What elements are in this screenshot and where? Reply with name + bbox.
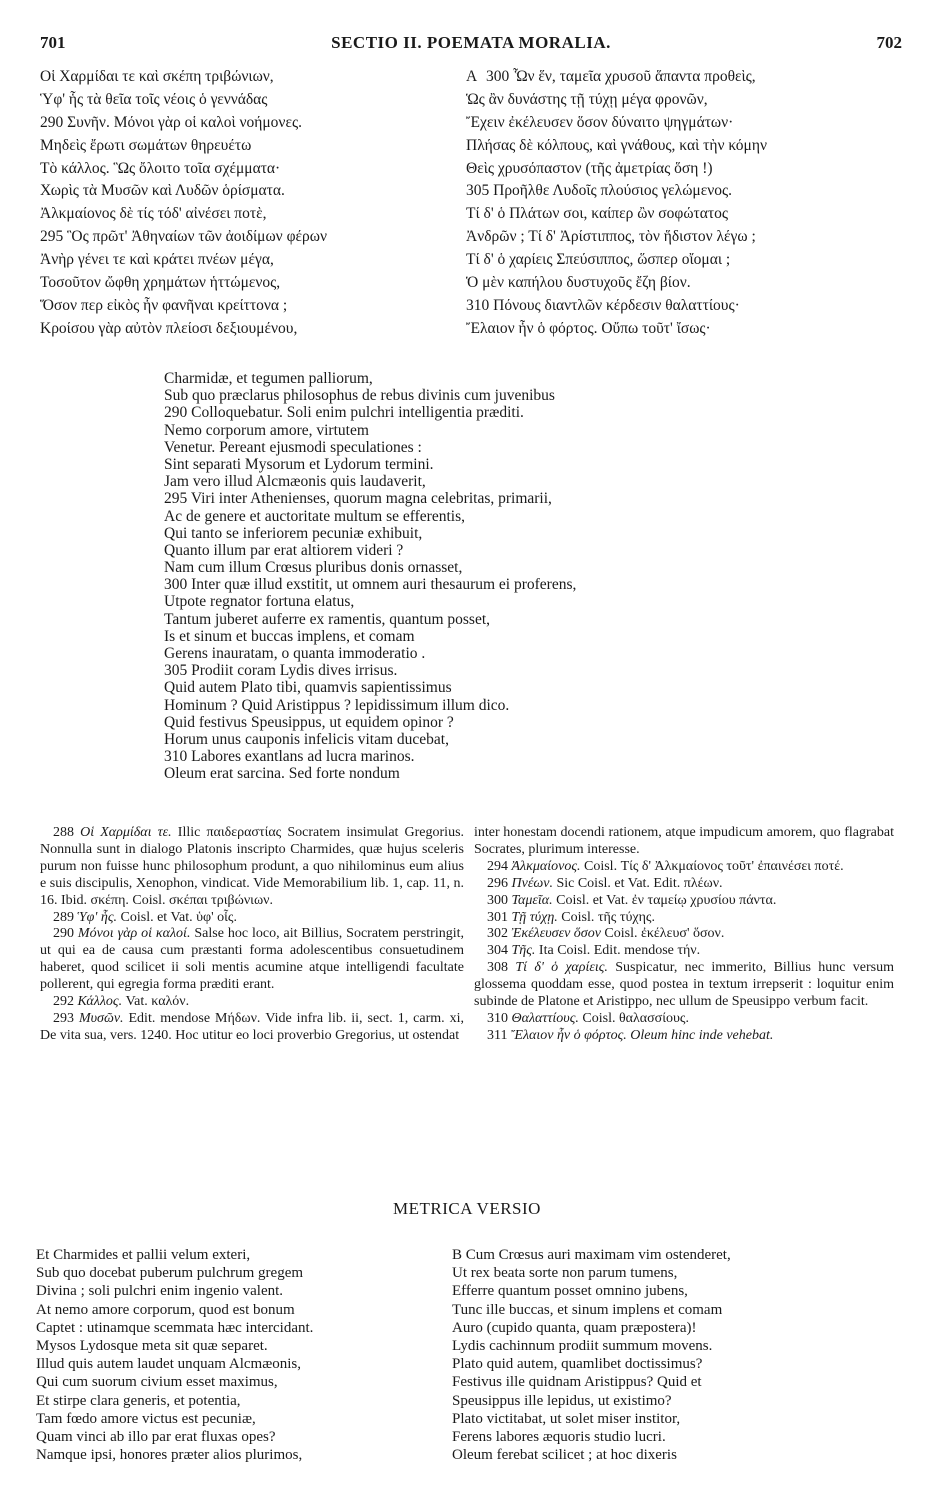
greek-verse-text: Ὡς ἂν δυνάστης τῇ τύχῃ μέγα φρονῶν, bbox=[466, 90, 708, 108]
metrical-verse-line: B Cum Crœsus auri maximam vim ostenderet, bbox=[452, 1247, 731, 1263]
footnote-text: Sic Coisl. et Vat. Edit. πλέων. bbox=[552, 875, 723, 891]
footnote bbox=[474, 1028, 894, 1045]
metrical-verse-line: Ut rex beata sorte non parum tumens, bbox=[452, 1265, 678, 1282]
footnote bbox=[474, 1011, 894, 1028]
footnote-line-ref: 310 bbox=[487, 1010, 508, 1026]
latin-verse-line: Venetur. Pereant ejusmodi speculationes : bbox=[164, 438, 422, 456]
metrical-verse-line: Plato quid autem, quamlibet doctissimus? bbox=[452, 1356, 703, 1373]
footnotes-left-column bbox=[40, 825, 464, 1045]
footnote-lemma: Κάλλος. bbox=[77, 994, 123, 1010]
latin-verse-line: 310 Labores exantlans ad lucra marinos. bbox=[164, 748, 415, 766]
greek-verse-line bbox=[40, 226, 460, 249]
greek-verse-text: Τὸ κάλλος. Ὣς ὄλοιτο τοῖα σχέμματα· bbox=[40, 159, 281, 177]
metrical-verse-line: At nemo amore corporum, quod est bonum bbox=[36, 1301, 295, 1318]
metrical-verse-line: Et stirpe clara generis, et potentia, bbox=[36, 1392, 241, 1409]
metrical-version-left-column bbox=[36, 1246, 446, 1464]
latin-verse-line: 295 Viri inter Athenienses, quorum magna celebritas, primarii, bbox=[164, 490, 552, 508]
greek-verse-text: Ὑφ' ἧς τὰ θεῖα τοῖς νέοις ὁ γεννάδας bbox=[40, 90, 268, 108]
footnote bbox=[40, 1011, 464, 1045]
footnote bbox=[40, 825, 464, 910]
footnote-lemma: Τῇ τύχῃ. bbox=[511, 909, 558, 925]
metrical-version-right-column bbox=[452, 1246, 902, 1464]
greek-verse-text: Ὅσον περ εἰκὸς ἦν φανῆναι κρείττονα ; bbox=[40, 296, 288, 314]
metrical-verse-line: Namque ipsi, honores præter alios plurimos, bbox=[36, 1447, 303, 1464]
page-number-right: 702 bbox=[876, 33, 902, 52]
latin-verse-line: Quid festivus Speusippus, ut equidem opinor ? bbox=[164, 713, 454, 731]
footnote bbox=[474, 943, 894, 960]
footnote-text: Edit. mendose Μήδων. Vide infra lib. ii, sect. 1, carm. xi, De vita sua, vers. 1240. Hoc utitur eo loci proverbio Gregorius, ut ostendat bbox=[40, 1010, 464, 1043]
footnote-lemma: Ἐκέλευσεν ὅσον bbox=[511, 926, 601, 942]
greek-verse-line bbox=[40, 295, 460, 318]
footnote bbox=[474, 910, 894, 927]
footnote-text: Coisl. et Vat. ὑφ' οἷς. bbox=[117, 909, 237, 925]
footnote-lemma: Ἔλαιον ἦν ὁ φόρτος. Oleum hinc inde vehebat. bbox=[510, 1027, 774, 1043]
footnote bbox=[474, 893, 894, 910]
footnote-line-ref: 308 bbox=[487, 960, 508, 976]
greek-verse-line bbox=[466, 295, 906, 318]
running-header bbox=[40, 33, 902, 57]
greek-verse-line bbox=[40, 135, 460, 158]
footnote-line-ref: 290 bbox=[53, 926, 74, 942]
latin-verse-line: Quanto illum par erat altiorem videri ? bbox=[164, 541, 404, 559]
greek-verse-text: Πλήσας δὲ κόλπους, καὶ γνάθους, καὶ τὴν κόμην bbox=[466, 136, 767, 154]
footnote-line-ref: 294 bbox=[487, 858, 508, 874]
footnote-line-ref: 296 bbox=[487, 875, 508, 891]
footnote-text: Ita Coisl. Edit. mendose τήν. bbox=[535, 943, 701, 959]
greek-verse-text: Ἀνδρῶν ; Τί δ' Ἀρίστιππος, τὸν ἥδιστον λέγω ; bbox=[466, 228, 756, 246]
greek-verse-line bbox=[466, 158, 906, 181]
greek-verse-text: Ὁ μὲν καπήλου δυστυχοῦς ἔζη βίον. bbox=[466, 274, 691, 292]
greek-verse-line bbox=[466, 180, 906, 203]
latin-verse-line: Sub quo præclarus philosophus de rebus divinis cum juvenibus bbox=[164, 387, 555, 405]
page-number-left: 701 bbox=[40, 33, 66, 52]
greek-verse-line bbox=[40, 180, 460, 203]
latin-verse-line: Hominum ? Quid Aristippus ? lepidissimum illum dico. bbox=[164, 696, 510, 714]
greek-verse-line bbox=[466, 226, 906, 249]
latin-verse-line: Nam cum illum Crœsus pluribus donis ornasset, bbox=[164, 559, 463, 577]
footnote-line-ref: 302 bbox=[487, 926, 508, 942]
footnote bbox=[474, 825, 894, 859]
footnote-lemma: Ἀλκμαίονος. bbox=[511, 858, 581, 874]
footnote bbox=[474, 926, 894, 943]
greek-verse-line bbox=[40, 66, 460, 89]
metrical-verse-line: Plato victitabat, ut solet miser institor, bbox=[452, 1410, 681, 1427]
footnote-lemma: Πνέων. bbox=[511, 875, 553, 891]
metrical-verse-line: Auro (cupido quanta, quam præpostera)! bbox=[452, 1319, 697, 1336]
greek-verse-text: Τοσοῦτον ὤφθη χρημάτων ἡττώμενος, bbox=[40, 274, 281, 292]
footnote-lemma: Μόνοι γὰρ οἱ καλοί. bbox=[77, 926, 191, 942]
footnote bbox=[474, 960, 894, 1011]
metrical-verse-line: Mysos Lydosque meta sit quæ separet. bbox=[36, 1337, 268, 1354]
metrical-verse-line: Tam fœdo amore victus est pecuniæ, bbox=[36, 1410, 256, 1427]
footnote-line-ref: 304 bbox=[487, 943, 508, 959]
metrical-verse-line: Lydis cachinnum prodiit summum movens. bbox=[452, 1337, 713, 1354]
greek-verse-text: Ἀνὴρ γένει τε καὶ κράτει πνέων μέγα, bbox=[40, 251, 274, 269]
greek-verse-text: Τί δ' ὁ χαρίεις Σπεύσιππος, ὥσπερ οἴομαι ; bbox=[466, 251, 731, 269]
greek-verse-text: Ἔχειν ἐκέλευσεν ὅσον δύναιτο ψηγμάτων· bbox=[466, 113, 734, 131]
greek-verse-text: Ἔλαιον ἦν ὁ φόρτος. Οὔπω τοῦτ' ἴσως· bbox=[466, 319, 711, 337]
metrical-verse-line: Divina ; soli pulchri enim ingenio valent. bbox=[36, 1283, 284, 1300]
latin-verse-line: 290 Colloquebatur. Soli enim pulchri intelligentia præditi. bbox=[164, 404, 524, 422]
footnote-lemma: Τῆς. bbox=[511, 943, 536, 959]
footnote-text: Coisl. et Vat. ἐν ταμείῳ χρυσίου πάντα. bbox=[552, 892, 777, 908]
footnote-lemma: Ὑφ' ἧς. bbox=[77, 909, 118, 925]
metrical-verse-line: Festivus ille quidnam Aristippus? Quid et bbox=[452, 1374, 702, 1391]
greek-verse-line bbox=[40, 89, 460, 112]
footnote-line-ref: 292 bbox=[53, 994, 74, 1010]
greek-verse-line bbox=[40, 112, 460, 135]
footnote bbox=[474, 859, 894, 876]
latin-verse-line: Is et sinum et buccas implens, et comam bbox=[164, 627, 415, 645]
greek-verse-line bbox=[466, 203, 906, 226]
metrical-verse-line: Speusippus ille lepidus, ut existimo? bbox=[452, 1392, 672, 1409]
footnote-text: Coisl. Τίς δ' Ἀλκμαίονος τοῦτ' ἐπαινέσει ποτέ. bbox=[580, 858, 844, 874]
footnote bbox=[474, 876, 894, 893]
metrical-verse-line: Et Charmides et pallii velum exteri, bbox=[36, 1247, 251, 1263]
section-heading: METRICA VERSIO bbox=[393, 1199, 541, 1218]
footnote-text: Illic παιδεραστίας Socratem insimulat Gregorius. Nonnulla sunt in dialogo Platonis inscripto Charmides, quæ hujus sceleris purum non fuisse hunc philosophum produnt, a quo nihilominus eum alius e suis discipulis, Xenophon, vindicat. Vide Memorabilium lib. 1, cap. 11, n. 16. Ibid. σκέπη. Coisl. σκέπαι τριβώνιων. bbox=[40, 825, 465, 908]
latin-verse-line: 305 Prodiit coram Lydis dives irrisus. bbox=[164, 662, 398, 680]
latin-verse-line: 300 Inter quæ illud exstitit, ut omnem auri thesaurum ei proferens, bbox=[164, 576, 577, 594]
footnote-lemma: Τί δ' ὁ χαρίεις. bbox=[515, 960, 608, 976]
greek-verse-line bbox=[40, 203, 460, 226]
latin-verse-line: Quid autem Plato tibi, quamvis sapientissimus bbox=[164, 679, 452, 697]
footnote-text: Coisl. θαλασσίους. bbox=[578, 1010, 689, 1026]
footnote-text: Coisl. τῆς τύχης. bbox=[557, 909, 655, 925]
greek-verse-line bbox=[466, 89, 906, 112]
metrical-verse-line: Oleum ferebat scilicet ; at hoc dixeris bbox=[452, 1447, 677, 1464]
footnote-lemma: Οἱ Χαρμίδαι τε. bbox=[80, 825, 172, 840]
footnote-text: Salse hoc loco, ait Billius, Socratem perstringit, ut qui ea de causa cum præstanti forma adolescentibus consuetudinem haberet, quod scilicet ii soli mentis acumine atque intelligendi facultate pollerent, qui egregia forma præditi erant. bbox=[40, 926, 465, 993]
metrical-verse-line: Qui cum suorum civium esset maximus, bbox=[36, 1374, 278, 1391]
footnote bbox=[40, 994, 464, 1011]
greek-verse-line bbox=[40, 249, 460, 272]
footnote-lemma: Μυσῶν. bbox=[78, 1010, 124, 1026]
greek-verse-text: Τί δ' ὁ Πλάτων σοι, καίπερ ὢν σοφώτατος bbox=[466, 205, 728, 223]
footnote bbox=[40, 910, 464, 927]
greek-verse-line bbox=[40, 272, 460, 295]
greek-verse-line bbox=[466, 272, 906, 295]
metrical-verse-line: Captet : utinamque scemmata hæc intercidant. bbox=[36, 1319, 314, 1336]
greek-verse-text: 305 Προῆλθε Λυδοῖς πλούσιος γελώμενος. bbox=[466, 182, 732, 200]
greek-text-left-column bbox=[40, 66, 460, 341]
greek-verse-line bbox=[466, 318, 906, 341]
greek-verse-text: 295 Ὃς πρῶτ' Ἀθηναίων τῶν ἀοιδίμων φέρων bbox=[40, 228, 327, 246]
footnote-line-ref: 288 bbox=[53, 825, 74, 840]
greek-verse-text: Χωρὶς τὰ Μυσῶν καὶ Λυδῶν ὁρίσματα. bbox=[40, 182, 285, 200]
greek-verse-text: 310 Πόνους διαντλῶν κέρδεσιν θαλαττίους· bbox=[466, 296, 740, 314]
latin-verse-line: Tantum juberet auferre ex ramentis, quantum posset, bbox=[164, 610, 491, 628]
footnote-line-ref: 293 bbox=[53, 1010, 74, 1026]
greek-verse-text: Κροίσου γὰρ αὐτὸν πλείοσι δεξιουμένου, bbox=[40, 319, 298, 337]
greek-verse-line bbox=[466, 112, 906, 135]
greek-verse-line bbox=[466, 66, 906, 89]
footnote-lemma: Ταμεῖα. bbox=[511, 892, 553, 908]
greek-verse-text: Ἀλκμαίονος δὲ τίς τόδ' αἰνέσει ποτὲ, bbox=[40, 205, 267, 223]
metrical-verse-line: Sub quo docebat puberum pulchrum gregem bbox=[36, 1265, 304, 1282]
latin-translation bbox=[164, 370, 804, 783]
footnote-line-ref: 301 bbox=[487, 909, 508, 925]
metrical-verse-line: Quam vinci ab illo par erat fluxas opes? bbox=[36, 1428, 276, 1445]
footnote-text: Vat. καλόν. bbox=[122, 994, 190, 1010]
metrical-verse-line: Ferens labores æquoris studio lucri. bbox=[452, 1428, 666, 1445]
footnote-text: Coisl. ἐκέλευσ' ὅσον. bbox=[600, 926, 725, 942]
footnote-line-ref: 300 bbox=[487, 892, 508, 908]
latin-verse-line: Oleum erat sarcina. Sed forte nondum bbox=[164, 765, 400, 783]
greek-verse-line bbox=[40, 318, 460, 341]
footnote-line-ref: 311 bbox=[487, 1027, 508, 1043]
greek-verse-text: Θεὶς χρυσόπαστον (τῆς ἀμετρίας ὅση !) bbox=[466, 159, 713, 177]
footnote-text: inter honestam docendi rationem, atque impudicum amorem, quo flagrabat Socrates, plurimum interesse. bbox=[474, 825, 894, 857]
footnote-lemma: Θαλαττίους. bbox=[511, 1010, 579, 1026]
greek-verse-text: Μηδεὶς ἔρωτι σωμάτων θηρευέτω bbox=[40, 136, 252, 154]
greek-verse-line bbox=[466, 135, 906, 158]
greek-verse-line bbox=[466, 249, 906, 272]
metrical-verse-line: Tunc ille buccas, et sinum implens et comam bbox=[452, 1301, 723, 1318]
latin-verse-line: Sint separati Mysorum et Lydorum termini. bbox=[164, 455, 434, 473]
latin-verse-line: Nemo corporum amore, virtutem bbox=[164, 421, 369, 439]
metrical-verse-line: Efferre quantum posset omnino jubens, bbox=[452, 1283, 688, 1300]
latin-verse-line: Horum unus cauponis infelicis vitam ducebat, bbox=[164, 730, 449, 748]
running-title: SECTIO II. POEMATA MORALIA. bbox=[331, 33, 611, 52]
footnote bbox=[40, 926, 464, 994]
footnote-text: Suspicatur, nec immerito, Billius hunc versum glossema quoddam esse, quod postea in textum irrepserit : loquitur enim subinde de Platone et Aristippo, nec ullum de Speusippo verbum facit. bbox=[474, 960, 895, 1010]
metrical-verse-line: Illud quis autem laudet unquam Alcmæonis, bbox=[36, 1356, 301, 1373]
greek-verse-text: 290 Συνῆν. Μόνοι γὰρ οἱ καλοὶ νοήμονες. bbox=[40, 113, 302, 131]
footnote-line-ref: 289 bbox=[53, 909, 74, 925]
footnotes-right-column bbox=[474, 825, 894, 1045]
greek-verse-text: 300 Ὧν ἕν, ταμεῖα χρυσοῦ ἅπαντα προθεὶς, bbox=[486, 68, 756, 85]
greek-text-right-column bbox=[466, 66, 906, 341]
greek-verse-line bbox=[40, 158, 460, 181]
latin-verse-line: Jam vero illud Alcmæonis quis laudaverit, bbox=[164, 473, 426, 491]
latin-verse-line: Utpote regnator fortuna elatus, bbox=[164, 593, 355, 611]
latin-verse-line: Gerens inauratam, o quanta immoderatio . bbox=[164, 645, 426, 662]
greek-verse-text: Οἱ Χαρμίδαι τε καὶ σκέπη τριβώνιων, bbox=[40, 68, 274, 85]
latin-verse-line: Ac de genere et auctoritate multum se efferentis, bbox=[164, 507, 465, 525]
latin-verse-line: Charmidæ, et tegumen palliorum, bbox=[164, 370, 373, 387]
margin-letter: A bbox=[466, 68, 478, 85]
latin-verse-line: Qui tanto se inferiorem pecuniæ exhibuit, bbox=[164, 524, 423, 542]
